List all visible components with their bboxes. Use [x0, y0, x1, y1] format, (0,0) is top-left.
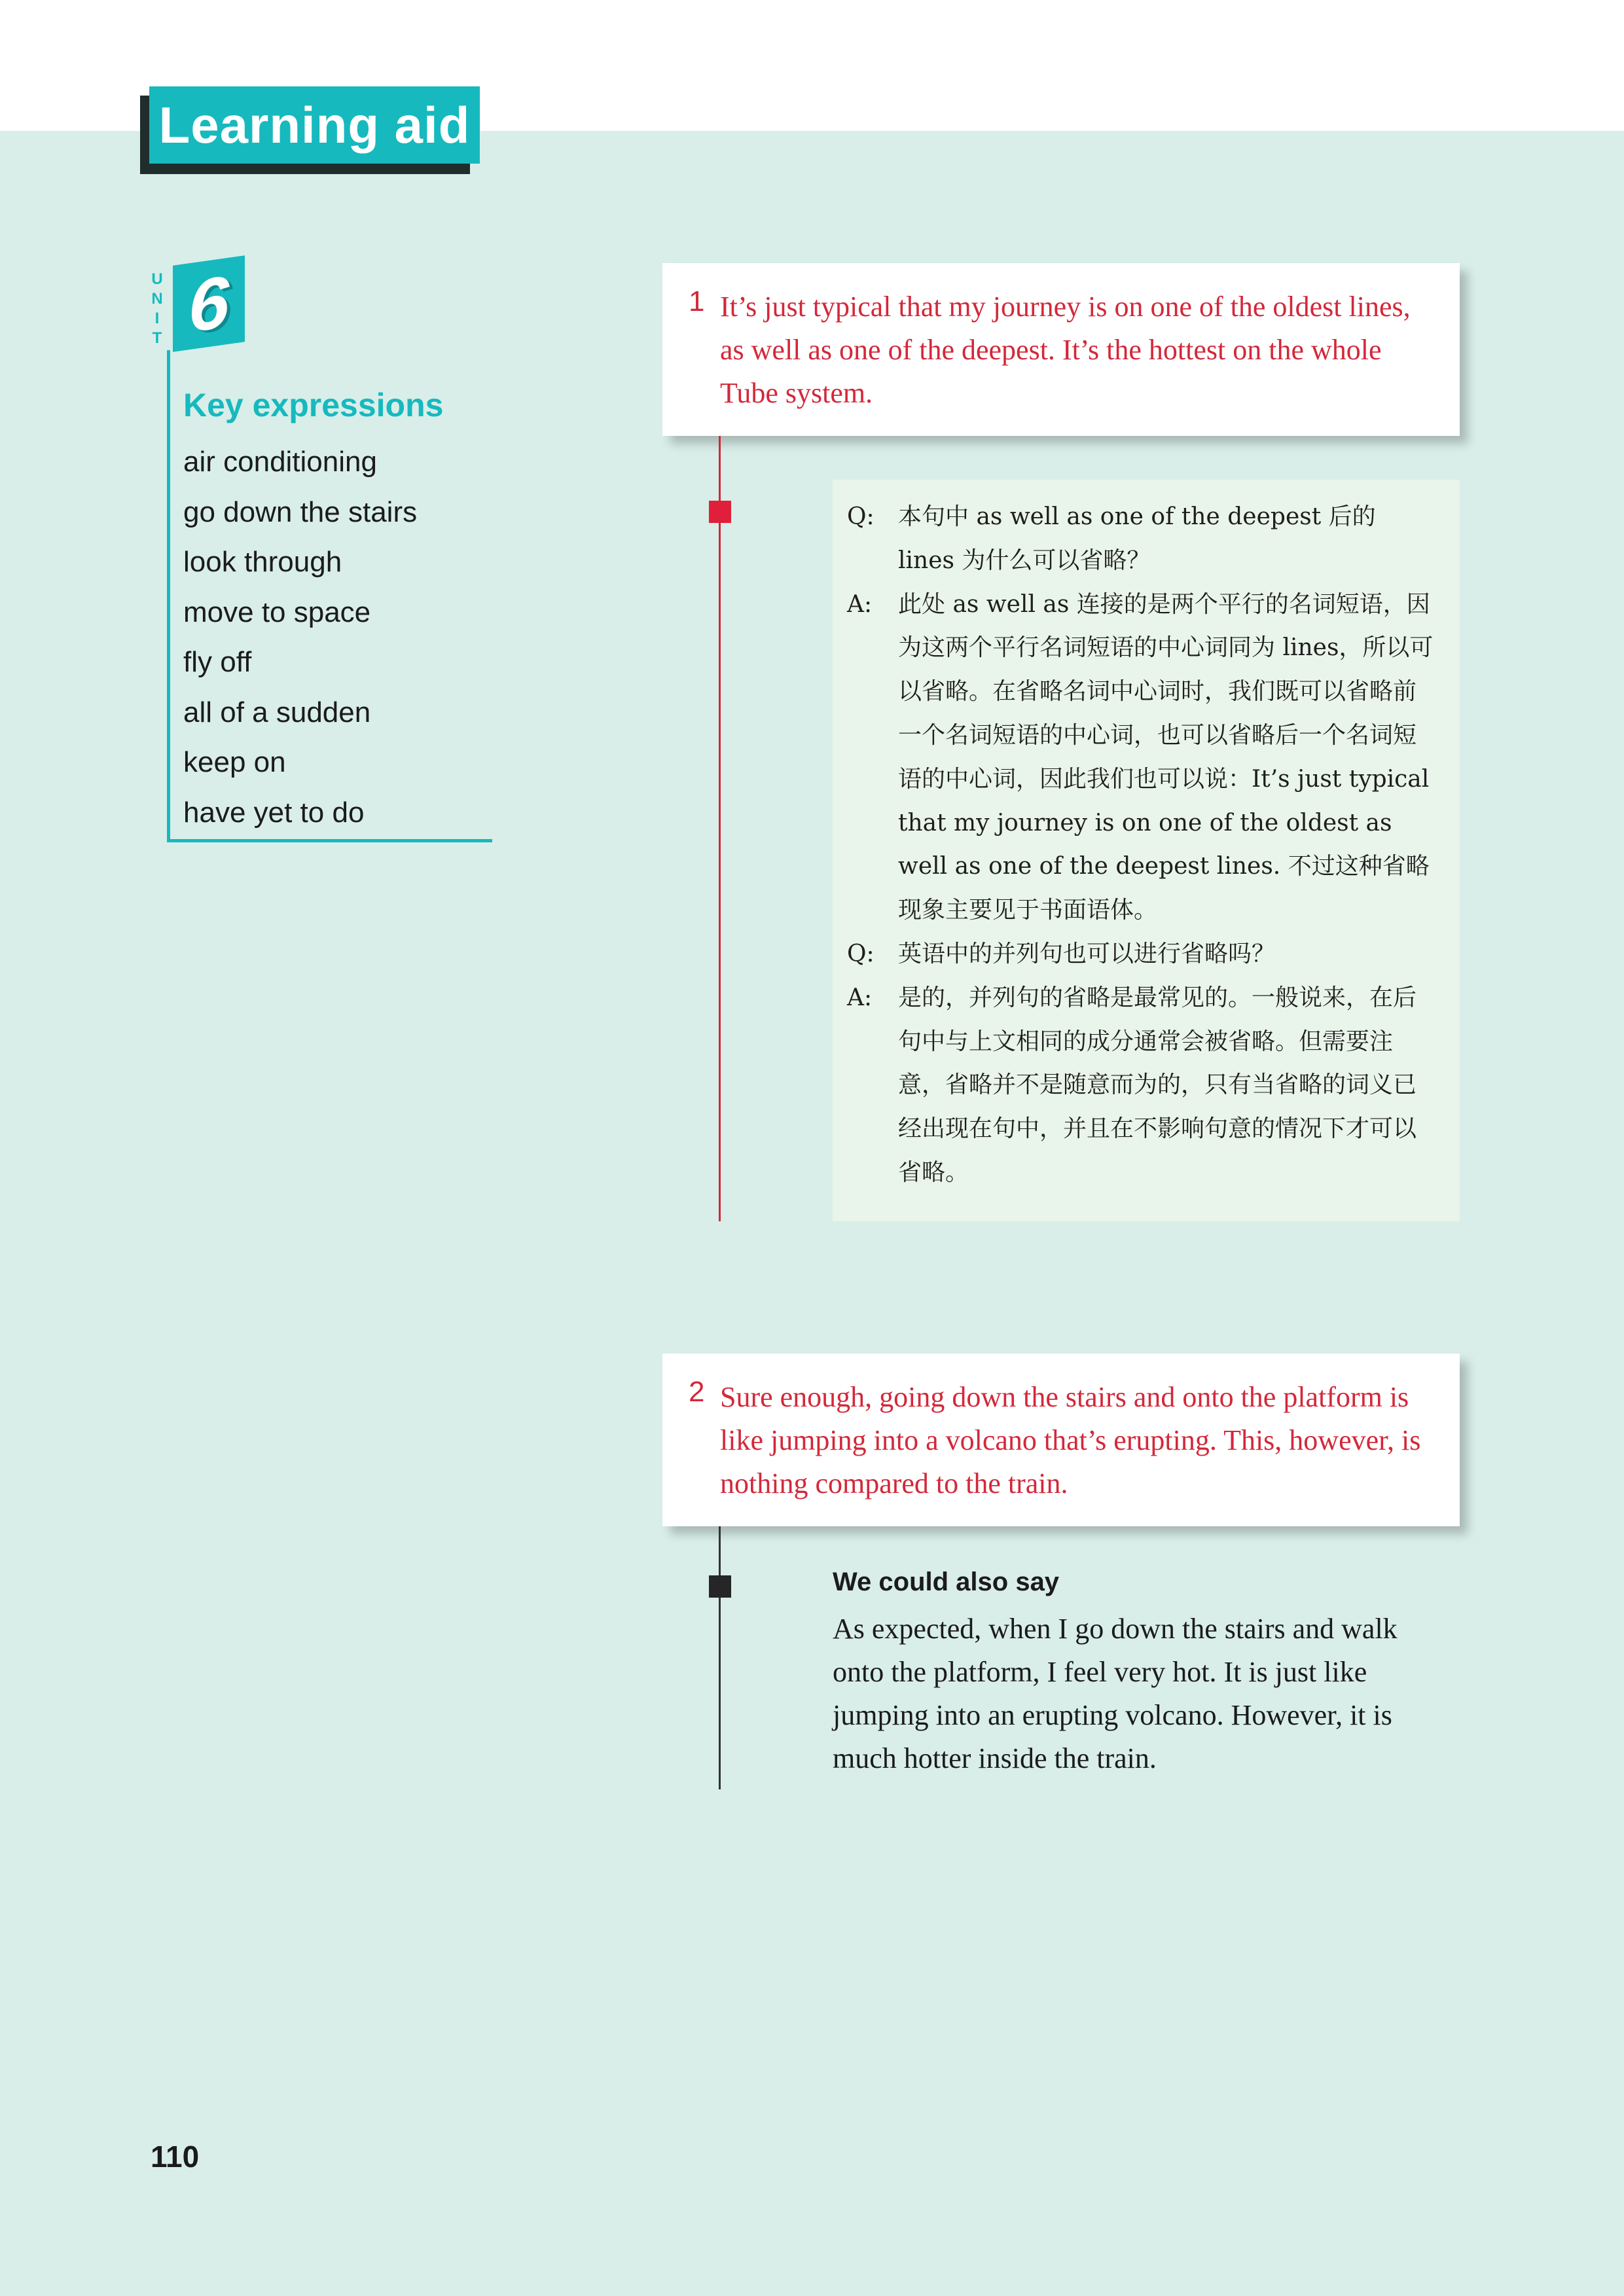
key-expression-item: fly off	[183, 646, 252, 678]
qa-tag: Q:	[847, 503, 875, 530]
alternative-text: As expected, when I go down the stairs and walk onto the platform, I feel very hot. It is just like jumping into an erupting volcano. However, it is much hotter inside the train.	[833, 1613, 1398, 1774]
sentence-number: 1	[689, 285, 705, 317]
unit-letter: N	[151, 290, 163, 308]
key-expression-item: air conditioning	[183, 446, 377, 478]
sentence-1-marker	[709, 501, 731, 523]
sentence-box-1	[662, 263, 1460, 436]
key-expression-item: go down the stairs	[183, 495, 418, 528]
page-number: 110	[151, 2140, 200, 2174]
key-expressions-list	[183, 437, 417, 838]
qa-text: 此处 as well as 连接的是两个平行的名词短语，因为这两个平行名词短语的中心词同为 lines，所以可以省略。在省略名词中心词时，我们既可以省略前一个名词短语的中心词，也可以省略后一个名词短语的中心词，因此我们也可以说：It’s just typical that my journey is on one of the oldest as well as one of the deepest lines. 不过这种省略现象主要见于书面语体。	[898, 590, 1434, 924]
qa-tag: A:	[847, 984, 873, 1011]
qa-list	[847, 495, 1436, 1195]
page-title: Learning aid	[158, 96, 471, 154]
sentence-box-2	[662, 1354, 1460, 1526]
qa-text: 是的，并列句的省略是最常见的。一般说来，在后句中与上文相同的成分通常会被省略。但需要注意，省略并不是随意而为的，只有当省略的词义已经出现在句中，并且在不影响句意的情况下才可以省略。	[898, 984, 1417, 1186]
qa-item	[847, 495, 1436, 583]
qa-item	[847, 933, 1436, 977]
sentence-1-connector-line	[719, 436, 721, 1221]
qa-tag: Q:	[847, 940, 875, 967]
qa-item	[847, 583, 1436, 933]
qa-box	[833, 480, 1460, 1221]
key-expression-item: move to space	[183, 596, 371, 628]
header-badge	[149, 86, 480, 164]
sentence-number: 2	[689, 1376, 705, 1408]
key-expression-item: look through	[183, 546, 342, 578]
sentence-text: Sure enough, going down the stairs and onto the platform is like jumping into a volcano that’s erupting. This, however, is nothing compared to the train.	[720, 1381, 1421, 1499]
key-expression-item: keep on	[183, 746, 286, 778]
qa-item	[847, 977, 1436, 1195]
alternative-title: We could also say	[833, 1568, 1060, 1596]
qa-text: 英语中的并列句也可以进行省略吗？	[898, 940, 1276, 967]
unit-sidebar-bottom-line	[167, 839, 492, 842]
sentence-text: It’s just typical that my journey is on one of the oldest lines, as well as one of the deepest. It’s the hottest on the whole Tube system.	[720, 291, 1411, 409]
key-expression-item: all of a sudden	[183, 696, 371, 728]
qa-tag: A:	[847, 590, 873, 618]
key-expression-item: have yet to do	[183, 796, 365, 829]
unit-letter: I	[154, 310, 160, 327]
sentence-2-marker	[709, 1575, 731, 1598]
unit-number-block	[173, 255, 245, 351]
sentence-2-connector-line	[719, 1526, 721, 1789]
unit-number: 6	[188, 260, 230, 348]
unit-letter: U	[151, 270, 163, 288]
unit-letter: T	[152, 329, 162, 347]
unit-label	[149, 270, 165, 348]
qa-text: 本句中 as well as one of the deepest 后的 lines 为什么可以省略？	[898, 503, 1376, 574]
key-expressions-title: Key expressions	[183, 387, 444, 423]
unit-sidebar-line	[167, 350, 170, 842]
